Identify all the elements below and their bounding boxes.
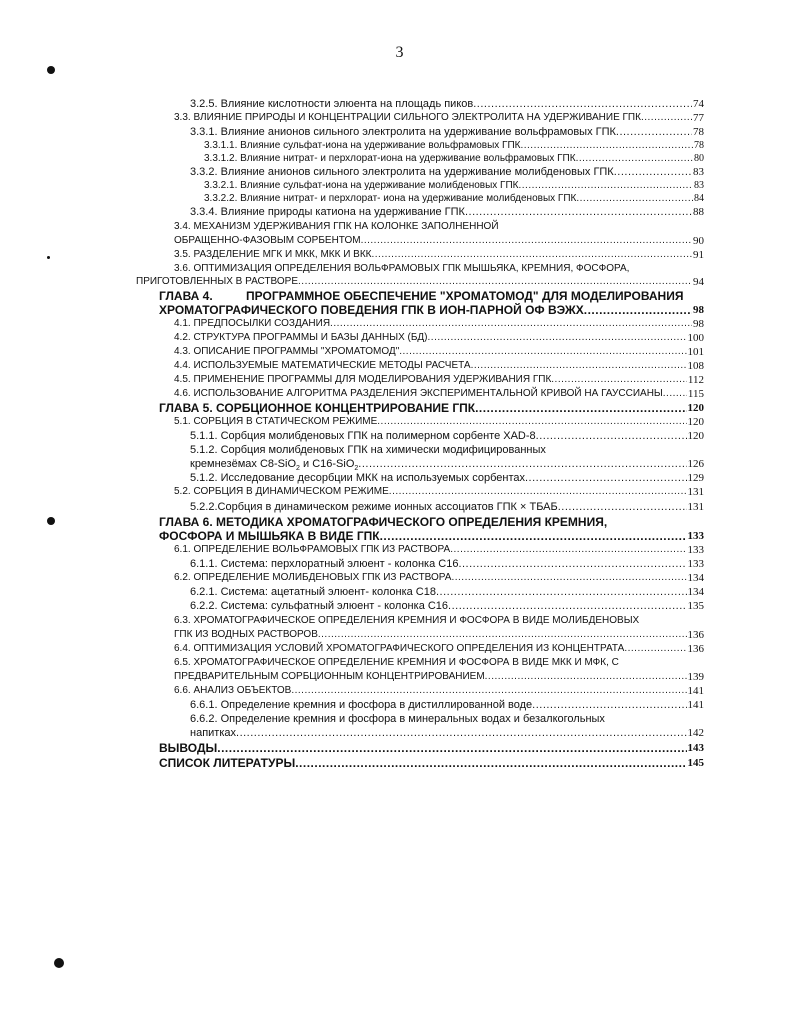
toc-entry[interactable]: 4.3. ОПИСАНИЕ ПРОГРАММЫ "ХРОМАТОМОД" ..... 101 <box>174 345 704 359</box>
binder-hole-top <box>47 66 55 74</box>
toc-entry[interactable]: 3.3.1.2. Влияние нитрат- и перхлорат-иона на удерживание вольфрамовых ГПК ..... 80 <box>204 152 704 166</box>
toc-entry[interactable]: 6.1.1. Система: перхлоратный элюент - колонка C16 ..... 133 <box>190 557 704 571</box>
toc-entry[interactable]: кремнезёмах C8-SiO$_2$ и C16-SiO$_2$ ..... 126 <box>190 457 704 471</box>
toc-chapter-entry[interactable]: ХРОМАТОГРАФИЧЕСКОГО ПОВЕДЕНИЯ ГПК В ИОН-ПАРНОЙ ОФ ВЭЖХ ..... 98 <box>159 303 704 317</box>
binder-hole-bottom <box>54 958 64 968</box>
toc-entry[interactable]: 3.3.2.2. Влияние нитрат- и перхлорат- иона на удерживание молибденовых ГПК ..... 84 <box>204 192 704 206</box>
toc-entry[interactable]: 4.4. ИСПОЛЬЗУЕМЫЕ МАТЕМАТИЧЕСКИЕ МЕТОДЫ РАСЧЕТА ..... 108 <box>174 359 704 373</box>
toc-entry[interactable]: 3.2.5. Влияние кислотности элюента на площадь пиков ..... 74 <box>190 97 704 111</box>
chapter-6-heading: ГЛАВА 6. МЕТОДИКА ХРОМАТОГРАФИЧЕСКОГО ОПРЕДЕЛЕНИЯ КРЕМНИЯ, <box>159 515 608 529</box>
toc-entry-first-line: 6.3. ХРОМАТОГРАФИЧЕСКОЕ ОПРЕДЕЛЕНИЯ КРЕМНИЯ И ФОСФОРА В ВИДЕ МОЛИБДЕНОВЫХ <box>174 615 640 626</box>
toc-entry[interactable]: 4.1. ПРЕДПОСЫЛКИ СОЗДАНИЯ ..... 98 <box>174 317 704 331</box>
toc-entry[interactable]: 3.3.1.1. Влияние сульфат-иона на удерживание вольфрамовых ГПК ..... 78 <box>204 139 704 153</box>
toc-entry[interactable]: ОБРАЩЕННО-ФАЗОВЫМ СОРБЕНТОМ ..... 90 <box>174 234 704 248</box>
toc-entry-first-line: 6.5. ХРОМАТОГРАФИЧЕСКОЕ ОПРЕДЕЛЕНИЕ КРЕМНИЯ И ФОСФОРА В ВИДЕ МКК И МФК, С <box>174 657 619 668</box>
toc-entry[interactable]: 3.3. ВЛИЯНИЕ ПРИРОДЫ И КОНЦЕНТРАЦИИ СИЛЬНОГО ЭЛЕКТРОЛИТА НА УДЕРЖИВАНИЕ ГПК ..... 77 <box>174 111 704 125</box>
toc-entry[interactable]: 4.6. ИСПОЛЬЗОВАНИЕ АЛГОРИТМА РАЗДЕЛЕНИЯ ЭКСПЕРИМЕНТАЛЬНОЙ КРИВОЙ НА ГАУССИАНЫ ..... 115 <box>174 387 704 401</box>
toc-entry[interactable]: ПРЕДВАРИТЕЛЬНЫМ СОРБЦИОННЫМ КОНЦЕНТРИРОВАНИЕМ ..... 139 <box>174 670 704 684</box>
toc-entry[interactable]: ГПК ИЗ ВОДНЫХ РАСТВОРОВ ..... 136 <box>174 628 704 642</box>
toc-entry[interactable]: 6.6. АНАЛИЗ ОБЪЕКТОВ ..... 141 <box>174 684 704 698</box>
toc-entry[interactable]: 5.1. СОРБЦИЯ В СТАТИЧЕСКОМ РЕЖИМЕ ..... 120 <box>174 415 704 429</box>
binder-hole-middle <box>47 517 55 525</box>
toc-chapter-entry[interactable]: ВЫВОДЫ ..... 143 <box>159 741 704 755</box>
toc-entry[interactable]: 6.2. ОПРЕДЕЛЕНИЕ МОЛИБДЕНОВЫХ ГПК ИЗ РАСТВОРА ..... 134 <box>174 571 704 585</box>
toc-entry[interactable]: 3.5. РАЗДЕЛЕНИЕ МГК И МКК, МКК И ВКК ..... 91 <box>174 248 704 262</box>
toc-chapter-entry[interactable]: ГЛАВА 5. СОРБЦИОННОЕ КОНЦЕНТРИРОВАНИЕ ГПК ..... 120 <box>159 401 704 415</box>
page-number: 3 <box>395 44 404 61</box>
toc-entry[interactable]: 3.3.2.1. Влияние сульфат-иона на удерживание молибденовых ГПК ..... 83 <box>204 179 704 193</box>
toc-entry[interactable]: ПРИГОТОВЛЕННЫХ В РАСТВОРЕ ..... 94 <box>136 275 704 289</box>
toc-entry[interactable]: 5.1.2. Исследование десорбции МКК на используемых сорбентах ..... 129 <box>190 471 704 485</box>
toc-entry-first-line: 6.6.2. Определение кремния и фосфора в минеральных водах и безалкогольных <box>190 713 605 725</box>
toc-chapter-entry[interactable]: ФОСФОРА И МЫШЬЯКА В ВИДЕ ГПК ..... 133 <box>159 529 704 543</box>
toc-entry[interactable]: 5.1.1. Сорбция молибденовых ГПК на полимерном сорбенте XAD-8 ..... 120 <box>190 429 704 443</box>
toc-entry[interactable]: 6.1. ОПРЕДЕЛЕНИЕ ВОЛЬФРАМОВЫХ ГПК ИЗ РАСТВОРА ..... 133 <box>174 543 704 557</box>
toc-entry-first-line: 3.4. МЕХАНИЗМ УДЕРЖИВАНИЯ ГПК НА КОЛОНКЕ ЗАПОЛНЕННОЙ <box>174 221 499 232</box>
toc-entry[interactable]: 5.2. СОРБЦИЯ В ДИНАМИЧЕСКОМ РЕЖИМЕ ..... 131 <box>174 485 704 499</box>
toc-entry[interactable]: 6.4. ОПТИМИЗАЦИЯ УСЛОВИЙ ХРОМАТОГРАФИЧЕСКОГО ОПРЕДЕЛЕНИЯ ИЗ КОНЦЕНТРАТА ..... 136 <box>174 642 704 656</box>
chapter-4-heading: ГЛАВА 4. ПРОГРАММНОЕ ОБЕСПЕЧЕНИЕ "ХРОМАТОМОД" ДЛЯ МОДЕЛИРОВАНИЯ <box>159 289 684 303</box>
toc-chapter-entry[interactable]: СПИСОК ЛИТЕРАТУРЫ ..... 145 <box>159 756 704 770</box>
toc-entry[interactable]: 4.2. СТРУКТУРА ПРОГРАММЫ И БАЗЫ ДАННЫХ (БД) ..... 100 <box>174 331 704 345</box>
toc-entry[interactable]: 6.2.2. Система: сульфатный элюент - колонка C16 ..... 135 <box>190 599 704 613</box>
toc-entry[interactable]: 5.2.2.Сорбция в динамическом режиме ионных ассоциатов ГПК × ТБАБ ..... 131 <box>190 500 704 514</box>
toc-entry-first-line: 3.6. ОПТИМИЗАЦИЯ ОПРЕДЕЛЕНИЯ ВОЛЬФРАМОВЫХ ГПК МЫШЬЯКА, КРЕМНИЯ, ФОСФОРА, <box>174 263 630 274</box>
toc-entry-first-line: 5.1.2. Сорбция молибденовых ГПК на химически модифицированных <box>190 444 546 456</box>
toc-entry[interactable]: 6.2.1. Система: ацетатный элюент- колонка C18 ..... 134 <box>190 585 704 599</box>
toc-entry[interactable]: напитках ..... 142 <box>190 726 704 740</box>
toc-entry[interactable]: 6.6.1. Определение кремния и фосфора в дистиллированной воде ..... 141 <box>190 698 704 712</box>
scan-speck <box>47 256 50 259</box>
toc-entry[interactable]: 4.5. ПРИМЕНЕНИЕ ПРОГРАММЫ ДЛЯ МОДЕЛИРОВАНИЯ УДЕРЖИВАНИЯ ГПК ..... 112 <box>174 373 704 387</box>
toc-entry[interactable]: 3.3.1. Влияние анионов сильного электролита на удерживание вольфрамовых ГПК ..... 78 <box>190 125 704 139</box>
toc-entry[interactable]: 3.3.2. Влияние анионов сильного электролита на удерживание молибденовых ГПК ..... 83 <box>190 165 704 179</box>
toc-entry[interactable]: 3.3.4. Влияние природы катиона на удерживание ГПК ..... 88 <box>190 205 704 219</box>
